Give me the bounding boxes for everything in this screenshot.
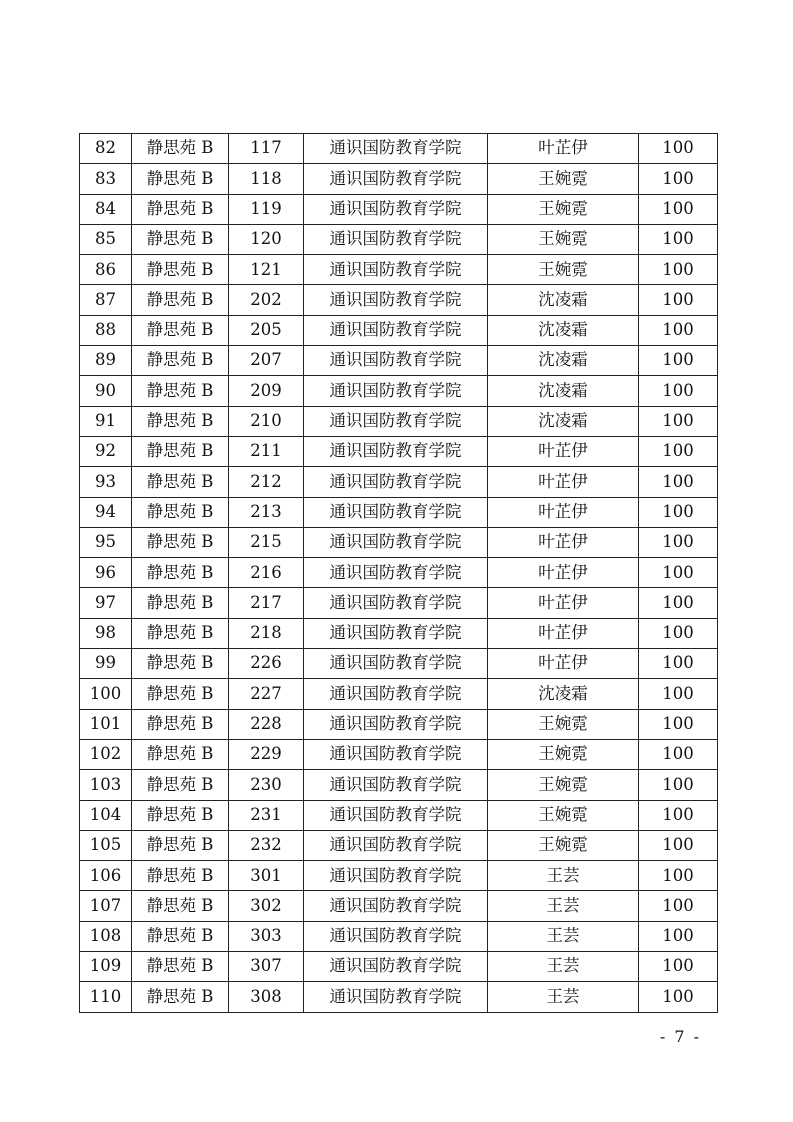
score-cell: 100 — [639, 891, 718, 921]
building-cell: 静思苑 B — [132, 891, 229, 921]
room-cell: 207 — [229, 346, 304, 376]
college-cell: 通识国防教育学院 — [304, 255, 488, 285]
name-cell: 叶芷伊 — [488, 618, 639, 648]
building-cell: 静思苑 B — [132, 315, 229, 345]
college-cell: 通识国防教育学院 — [304, 921, 488, 951]
table-row — [80, 982, 718, 1012]
room-cell: 301 — [229, 861, 304, 891]
building-cell: 静思苑 B — [132, 649, 229, 679]
table-row — [80, 255, 718, 285]
row-index-cell: 83 — [80, 164, 132, 194]
table-row — [80, 285, 718, 315]
name-cell: 沈凌霜 — [488, 285, 639, 315]
table-row — [80, 406, 718, 436]
name-cell: 沈凌霜 — [488, 376, 639, 406]
room-cell: 213 — [229, 497, 304, 527]
name-cell: 王婉霓 — [488, 255, 639, 285]
row-index-cell: 105 — [80, 830, 132, 860]
room-cell: 121 — [229, 255, 304, 285]
table-row — [80, 467, 718, 497]
row-index-cell: 99 — [80, 649, 132, 679]
score-cell: 100 — [639, 315, 718, 345]
room-cell: 308 — [229, 982, 304, 1012]
table-row — [80, 588, 718, 618]
room-cell: 230 — [229, 770, 304, 800]
name-cell: 王芸 — [488, 861, 639, 891]
row-index-cell: 93 — [80, 467, 132, 497]
room-cell: 307 — [229, 952, 304, 982]
name-cell: 王婉霓 — [488, 800, 639, 830]
college-cell: 通识国防教育学院 — [304, 527, 488, 557]
college-cell: 通识国防教育学院 — [304, 588, 488, 618]
name-cell: 叶芷伊 — [488, 527, 639, 557]
row-index-cell: 106 — [80, 861, 132, 891]
room-cell: 209 — [229, 376, 304, 406]
room-cell: 228 — [229, 709, 304, 739]
score-cell: 100 — [639, 770, 718, 800]
score-cell: 100 — [639, 618, 718, 648]
score-cell: 100 — [639, 164, 718, 194]
name-cell: 王婉霓 — [488, 224, 639, 254]
score-cell: 100 — [639, 285, 718, 315]
score-cell: 100 — [639, 709, 718, 739]
table-row — [80, 376, 718, 406]
score-cell: 100 — [639, 558, 718, 588]
building-cell: 静思苑 B — [132, 376, 229, 406]
building-cell: 静思苑 B — [132, 618, 229, 648]
college-cell: 通识国防教育学院 — [304, 224, 488, 254]
college-cell: 通识国防教育学院 — [304, 679, 488, 709]
row-index-cell: 86 — [80, 255, 132, 285]
table-row — [80, 134, 718, 164]
college-cell: 通识国防教育学院 — [304, 194, 488, 224]
name-cell: 叶芷伊 — [488, 467, 639, 497]
building-cell: 静思苑 B — [132, 800, 229, 830]
row-index-cell: 94 — [80, 497, 132, 527]
college-cell: 通识国防教育学院 — [304, 376, 488, 406]
building-cell: 静思苑 B — [132, 436, 229, 466]
table-row — [80, 315, 718, 345]
college-cell: 通识国防教育学院 — [304, 618, 488, 648]
score-cell: 100 — [639, 497, 718, 527]
name-cell: 叶芷伊 — [488, 497, 639, 527]
score-cell: 100 — [639, 255, 718, 285]
room-cell: 202 — [229, 285, 304, 315]
building-cell: 静思苑 B — [132, 346, 229, 376]
name-cell: 沈凌霜 — [488, 406, 639, 436]
college-cell: 通识国防教育学院 — [304, 800, 488, 830]
building-cell: 静思苑 B — [132, 982, 229, 1012]
name-cell: 王芸 — [488, 952, 639, 982]
room-cell: 226 — [229, 649, 304, 679]
row-index-cell: 109 — [80, 952, 132, 982]
college-cell: 通识国防教育学院 — [304, 467, 488, 497]
building-cell: 静思苑 B — [132, 255, 229, 285]
row-index-cell: 82 — [80, 134, 132, 164]
name-cell: 叶芷伊 — [488, 134, 639, 164]
row-index-cell: 89 — [80, 346, 132, 376]
score-cell: 100 — [639, 830, 718, 860]
score-cell: 100 — [639, 467, 718, 497]
room-cell: 211 — [229, 436, 304, 466]
room-cell: 205 — [229, 315, 304, 345]
room-cell: 210 — [229, 406, 304, 436]
room-cell: 117 — [229, 134, 304, 164]
room-cell: 229 — [229, 739, 304, 769]
name-cell: 沈凌霜 — [488, 315, 639, 345]
row-index-cell: 102 — [80, 739, 132, 769]
building-cell: 静思苑 B — [132, 861, 229, 891]
college-cell: 通识国防教育学院 — [304, 739, 488, 769]
name-cell: 王芸 — [488, 982, 639, 1012]
score-cell: 100 — [639, 588, 718, 618]
score-cell: 100 — [639, 527, 718, 557]
row-index-cell: 88 — [80, 315, 132, 345]
table-row — [80, 224, 718, 254]
building-cell: 静思苑 B — [132, 224, 229, 254]
building-cell: 静思苑 B — [132, 194, 229, 224]
score-cell: 100 — [639, 134, 718, 164]
room-cell: 302 — [229, 891, 304, 921]
table-row — [80, 194, 718, 224]
college-cell: 通识国防教育学院 — [304, 770, 488, 800]
table-row — [80, 649, 718, 679]
row-index-cell: 100 — [80, 679, 132, 709]
college-cell: 通识国防教育学院 — [304, 315, 488, 345]
table-row — [80, 679, 718, 709]
name-cell: 叶芷伊 — [488, 436, 639, 466]
name-cell: 王芸 — [488, 921, 639, 951]
row-index-cell: 96 — [80, 558, 132, 588]
building-cell: 静思苑 B — [132, 709, 229, 739]
room-cell: 218 — [229, 618, 304, 648]
room-cell: 216 — [229, 558, 304, 588]
building-cell: 静思苑 B — [132, 921, 229, 951]
score-cell: 100 — [639, 346, 718, 376]
score-cell: 100 — [639, 224, 718, 254]
row-index-cell: 101 — [80, 709, 132, 739]
building-cell: 静思苑 B — [132, 285, 229, 315]
row-index-cell: 91 — [80, 406, 132, 436]
table-row — [80, 921, 718, 951]
table-row — [80, 770, 718, 800]
score-cell: 100 — [639, 406, 718, 436]
name-cell: 沈凌霜 — [488, 346, 639, 376]
room-cell: 231 — [229, 800, 304, 830]
room-cell: 119 — [229, 194, 304, 224]
building-cell: 静思苑 B — [132, 830, 229, 860]
name-cell: 王芸 — [488, 891, 639, 921]
college-cell: 通识国防教育学院 — [304, 164, 488, 194]
building-cell: 静思苑 B — [132, 406, 229, 436]
building-cell: 静思苑 B — [132, 679, 229, 709]
table-body — [80, 134, 718, 1013]
college-cell: 通识国防教育学院 — [304, 709, 488, 739]
table-row — [80, 800, 718, 830]
college-cell: 通识国防教育学院 — [304, 891, 488, 921]
room-cell: 303 — [229, 921, 304, 951]
college-cell: 通识国防教育学院 — [304, 649, 488, 679]
score-cell: 100 — [639, 376, 718, 406]
building-cell: 静思苑 B — [132, 467, 229, 497]
college-cell: 通识国防教育学院 — [304, 436, 488, 466]
name-cell: 王婉霓 — [488, 709, 639, 739]
college-cell: 通识国防教育学院 — [304, 285, 488, 315]
score-cell: 100 — [639, 436, 718, 466]
row-index-cell: 85 — [80, 224, 132, 254]
room-cell: 120 — [229, 224, 304, 254]
row-index-cell: 104 — [80, 800, 132, 830]
score-cell: 100 — [639, 679, 718, 709]
college-cell: 通识国防教育学院 — [304, 861, 488, 891]
row-index-cell: 107 — [80, 891, 132, 921]
score-cell: 100 — [639, 982, 718, 1012]
college-cell: 通识国防教育学院 — [304, 952, 488, 982]
score-cell: 100 — [639, 800, 718, 830]
building-cell: 静思苑 B — [132, 134, 229, 164]
name-cell: 叶芷伊 — [488, 649, 639, 679]
college-cell: 通识国防教育学院 — [304, 497, 488, 527]
table-row — [80, 891, 718, 921]
college-cell: 通识国防教育学院 — [304, 406, 488, 436]
table-row — [80, 346, 718, 376]
row-index-cell: 87 — [80, 285, 132, 315]
table-row — [80, 709, 718, 739]
score-cell: 100 — [639, 921, 718, 951]
table-row — [80, 527, 718, 557]
table-row — [80, 436, 718, 466]
building-cell: 静思苑 B — [132, 952, 229, 982]
row-index-cell: 90 — [80, 376, 132, 406]
row-index-cell: 110 — [80, 982, 132, 1012]
name-cell: 王婉霓 — [488, 164, 639, 194]
score-cell: 100 — [639, 649, 718, 679]
college-cell: 通识国防教育学院 — [304, 830, 488, 860]
name-cell: 王婉霓 — [488, 739, 639, 769]
dormitory-score-table — [79, 133, 718, 1013]
building-cell: 静思苑 B — [132, 164, 229, 194]
row-index-cell: 92 — [80, 436, 132, 466]
name-cell: 王婉霓 — [488, 830, 639, 860]
score-cell: 100 — [639, 861, 718, 891]
building-cell: 静思苑 B — [132, 739, 229, 769]
table-row — [80, 618, 718, 648]
college-cell: 通识国防教育学院 — [304, 558, 488, 588]
table-row — [80, 952, 718, 982]
room-cell: 212 — [229, 467, 304, 497]
table-row — [80, 164, 718, 194]
row-index-cell: 108 — [80, 921, 132, 951]
page-number: - 7 - — [659, 1027, 701, 1046]
row-index-cell: 95 — [80, 527, 132, 557]
room-cell: 227 — [229, 679, 304, 709]
room-cell: 232 — [229, 830, 304, 860]
row-index-cell: 98 — [80, 618, 132, 648]
table-row — [80, 830, 718, 860]
college-cell: 通识国防教育学院 — [304, 346, 488, 376]
row-index-cell: 103 — [80, 770, 132, 800]
building-cell: 静思苑 B — [132, 558, 229, 588]
college-cell: 通识国防教育学院 — [304, 134, 488, 164]
name-cell: 王婉霓 — [488, 770, 639, 800]
table-row — [80, 861, 718, 891]
table-row — [80, 558, 718, 588]
room-cell: 118 — [229, 164, 304, 194]
building-cell: 静思苑 B — [132, 770, 229, 800]
row-index-cell: 84 — [80, 194, 132, 224]
room-cell: 215 — [229, 527, 304, 557]
building-cell: 静思苑 B — [132, 588, 229, 618]
score-cell: 100 — [639, 194, 718, 224]
name-cell: 叶芷伊 — [488, 588, 639, 618]
college-cell: 通识国防教育学院 — [304, 982, 488, 1012]
name-cell: 王婉霓 — [488, 194, 639, 224]
score-cell: 100 — [639, 952, 718, 982]
row-index-cell: 97 — [80, 588, 132, 618]
name-cell: 沈凌霜 — [488, 679, 639, 709]
building-cell: 静思苑 B — [132, 527, 229, 557]
score-cell: 100 — [639, 739, 718, 769]
table-row — [80, 739, 718, 769]
table-row — [80, 497, 718, 527]
room-cell: 217 — [229, 588, 304, 618]
building-cell: 静思苑 B — [132, 497, 229, 527]
name-cell: 叶芷伊 — [488, 558, 639, 588]
